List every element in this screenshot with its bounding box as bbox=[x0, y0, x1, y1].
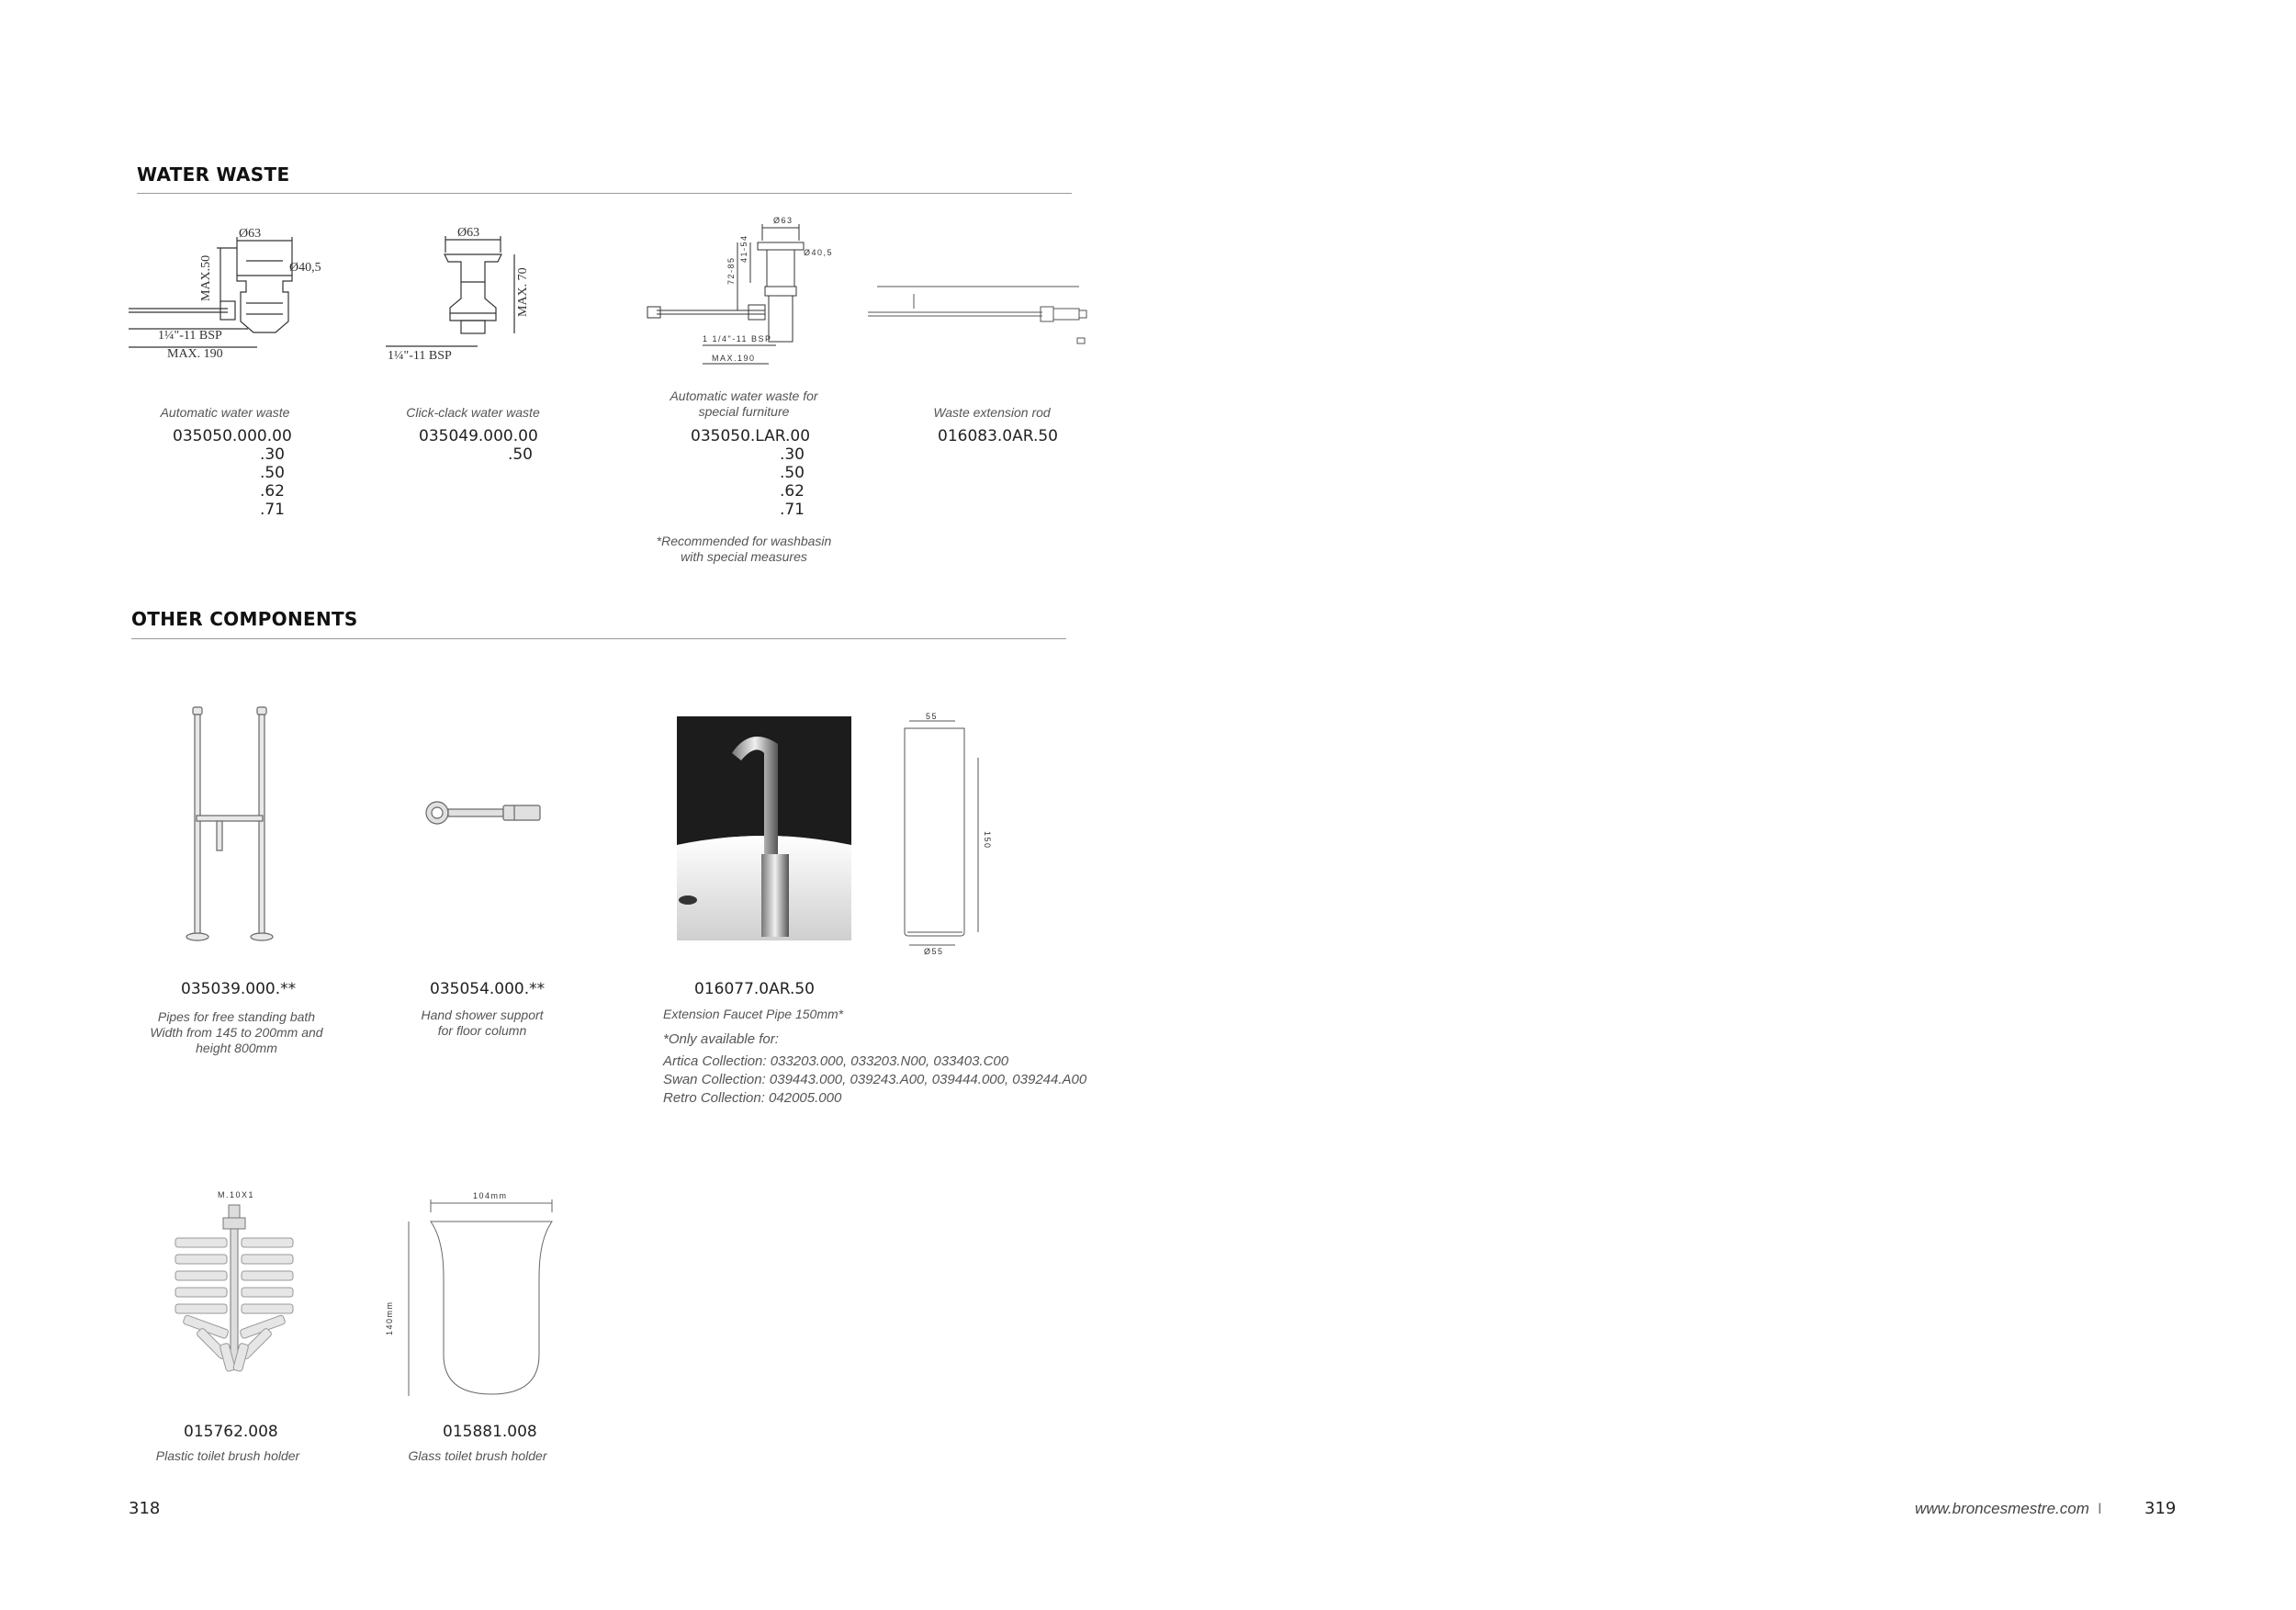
section-rule bbox=[131, 638, 1066, 639]
dim-label: 150 bbox=[983, 831, 992, 850]
dim-label: Ø63 bbox=[773, 216, 793, 225]
caption-line: Automatic water waste for bbox=[670, 388, 818, 403]
dim-label: MAX.190 bbox=[712, 354, 756, 363]
special-furniture-water-waste-drawing bbox=[647, 216, 850, 370]
product-caption: Glass toilet brush holder bbox=[408, 1448, 547, 1463]
dim-label: 104mm bbox=[473, 1191, 508, 1200]
glass-toilet-brush-holder-drawing bbox=[381, 1185, 565, 1405]
dim-label: MAX. 190 bbox=[167, 347, 223, 361]
collection-line: Artica Collection: 033203.000, 033203.N00, 033403.C00 bbox=[663, 1053, 1009, 1069]
section-title-other-components: OTHER COMPONENTS bbox=[131, 608, 358, 630]
variant-code: .50 bbox=[779, 464, 805, 482]
extension-pipe-drawing bbox=[900, 712, 992, 956]
collection-line: Retro Collection: 042005.000 bbox=[663, 1090, 842, 1106]
product-caption: Automatic water waste bbox=[160, 405, 290, 420]
plastic-toilet-brush-drawing bbox=[170, 1185, 308, 1405]
hand-shower-support-drawing bbox=[422, 794, 560, 831]
dim-label: MAX. 70 bbox=[516, 267, 530, 317]
caption-line: for floor column bbox=[437, 1023, 527, 1038]
collections-list bbox=[663, 1053, 1086, 1108]
caption-line: Width from 145 to 200mm and bbox=[150, 1025, 323, 1040]
product-code: 016083.0AR.50 bbox=[938, 427, 1058, 445]
variant-code: .50 bbox=[507, 445, 533, 464]
product-caption bbox=[643, 388, 845, 420]
product-caption bbox=[386, 1008, 579, 1039]
variant-code: .62 bbox=[259, 482, 285, 501]
dim-label: 140mm bbox=[385, 1300, 394, 1335]
dim-label: 41-54 bbox=[739, 234, 748, 263]
caption-line: Pipes for free standing bath bbox=[157, 1009, 316, 1024]
dim-label: Ø55 bbox=[924, 947, 944, 956]
variant-code: .71 bbox=[259, 501, 285, 519]
product-code: 035050.000.00 bbox=[173, 427, 292, 445]
variant-code: .50 bbox=[259, 464, 285, 482]
caption-line: Hand shower support bbox=[421, 1008, 544, 1022]
dim-label: Ø63 bbox=[239, 227, 262, 241]
section-title-water-waste: WATER WASTE bbox=[137, 163, 290, 186]
pipes-free-standing-bath-drawing bbox=[184, 705, 303, 944]
dim-label: MAX.50 bbox=[199, 254, 213, 301]
dim-label: 1¼"-11 BSP bbox=[388, 349, 452, 363]
dim-label: 55 bbox=[926, 712, 939, 721]
dim-label: Ø40,5 bbox=[289, 261, 321, 275]
dim-label: 1¼"-11 BSP bbox=[158, 329, 222, 343]
product-variants bbox=[749, 445, 805, 519]
product-code: 035054.000.** bbox=[430, 980, 546, 998]
dim-label: 1 1/4"-11 BSP bbox=[703, 334, 772, 343]
caption-line: special furniture bbox=[698, 404, 790, 419]
product-variants bbox=[478, 445, 533, 464]
product-caption: Extension Faucet Pipe 150mm* bbox=[663, 1007, 844, 1021]
page-number-left: 318 bbox=[129, 1499, 161, 1518]
availability-note: *Only available for: bbox=[663, 1031, 779, 1047]
footer-separator: I bbox=[2098, 1500, 2102, 1517]
variant-code: .71 bbox=[779, 501, 805, 519]
variant-code: .30 bbox=[259, 445, 285, 464]
product-code: 035049.000.00 bbox=[419, 427, 538, 445]
product-code: 016077.0AR.50 bbox=[694, 980, 815, 998]
caption-line: height 800mm bbox=[196, 1041, 277, 1055]
product-code: 015881.008 bbox=[443, 1423, 537, 1441]
collection-line: Swan Collection: 039443.000, 039243.A00, 039444.000, 039244.A00 bbox=[663, 1072, 1087, 1087]
dim-label: Ø63 bbox=[457, 226, 480, 240]
automatic-water-waste-drawing bbox=[129, 227, 340, 367]
dim-label: M.10X1 bbox=[218, 1190, 255, 1199]
product-caption bbox=[133, 1009, 340, 1056]
product-note bbox=[634, 534, 854, 565]
product-code: 015762.008 bbox=[184, 1423, 278, 1441]
extension-faucet-photo bbox=[677, 716, 851, 940]
note-line: with special measures bbox=[681, 549, 807, 564]
product-code: 035050.LAR.00 bbox=[691, 427, 811, 445]
product-code: 035039.000.** bbox=[181, 980, 297, 998]
variant-code: .30 bbox=[779, 445, 805, 464]
product-caption: Click-clack water waste bbox=[406, 405, 540, 420]
waste-extension-rod-drawing bbox=[868, 276, 1097, 349]
section-rule bbox=[137, 193, 1072, 194]
website-link[interactable]: www.broncesmestre.com bbox=[1915, 1500, 2089, 1517]
dim-label: Ø40,5 bbox=[804, 248, 834, 257]
variant-code: .62 bbox=[779, 482, 805, 501]
product-caption: Plastic toilet brush holder bbox=[155, 1448, 300, 1463]
click-clack-water-waste-drawing bbox=[386, 225, 533, 363]
product-caption: Waste extension rod bbox=[933, 405, 1051, 420]
product-variants bbox=[230, 445, 285, 519]
note-line: *Recommended for washbasin bbox=[656, 534, 832, 548]
dim-label: 72-85 bbox=[726, 256, 736, 285]
page-number-right: 319 bbox=[2144, 1499, 2177, 1518]
